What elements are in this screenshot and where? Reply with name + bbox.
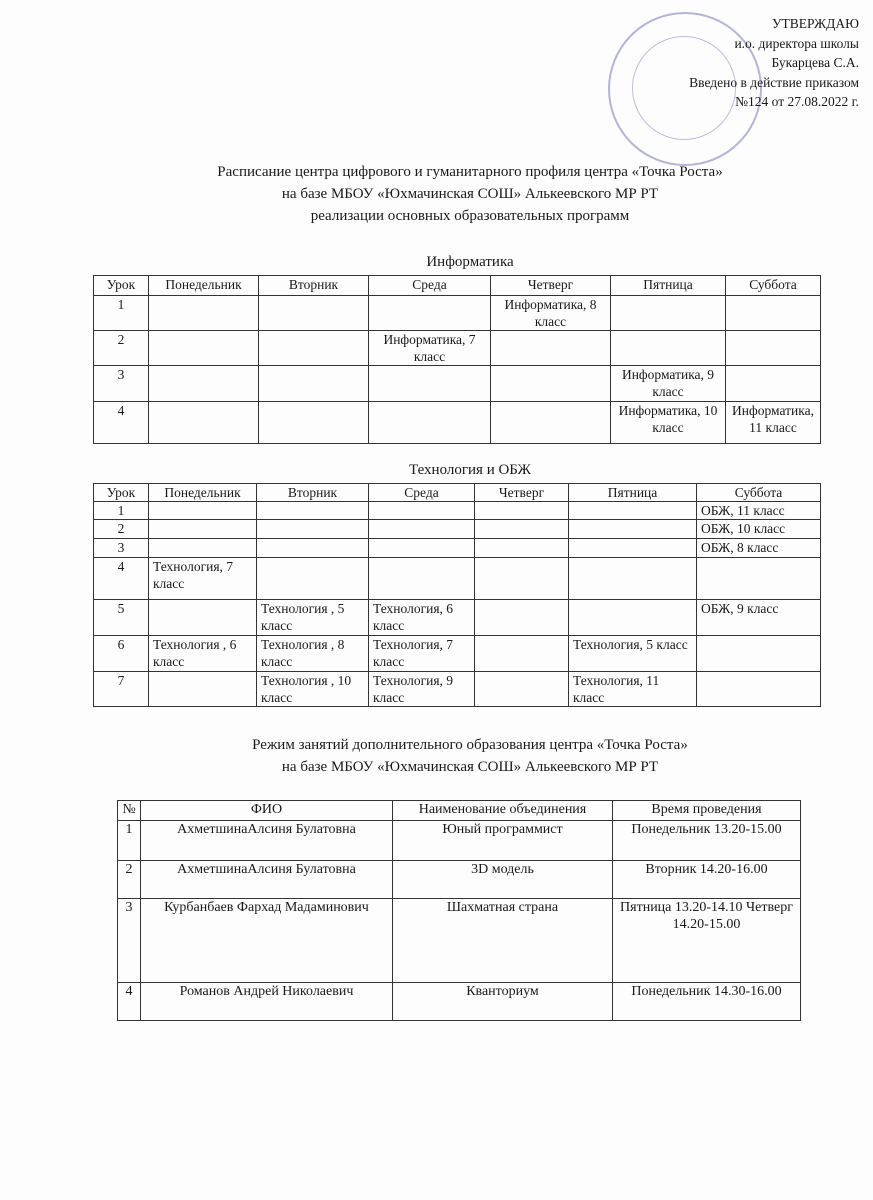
table-cell: [369, 296, 491, 331]
informatics-table: [93, 275, 821, 444]
table-row: [94, 366, 821, 402]
table-row: [94, 331, 821, 366]
table-row: [94, 520, 821, 539]
table-cell: Технология, 6 класс: [369, 600, 475, 636]
table-row: [118, 861, 801, 899]
table-cell: [491, 402, 611, 444]
row-number: 4: [94, 402, 149, 444]
column-header: Вторник: [259, 276, 369, 296]
table-cell: [491, 331, 611, 366]
table-cell: Технология , 5 класс: [257, 600, 369, 636]
approval-line: Букарцева С.А.: [771, 55, 859, 70]
row-number: 1: [118, 821, 141, 861]
table-cell: [726, 296, 821, 331]
column-header: Суббота: [726, 276, 821, 296]
table-cell: Пятница 13.20-14.10 Четверг 14.20-15.00: [613, 899, 801, 983]
table-row: [94, 296, 821, 331]
table-cell: ОБЖ, 8 класс: [697, 539, 821, 558]
table-cell: [259, 366, 369, 402]
table-cell: [569, 520, 697, 539]
table-cell: [149, 331, 259, 366]
approval-line: УТВЕРЖДАЮ: [771, 16, 859, 31]
table-cell: [569, 600, 697, 636]
table-row: [94, 600, 821, 636]
row-number: 3: [94, 539, 149, 558]
table-cell: Курбанбаев Фархад Мадаминович: [141, 899, 393, 983]
column-header: Урок: [94, 484, 149, 502]
row-number: 3: [118, 899, 141, 983]
column-header: Среда: [369, 484, 475, 502]
table-row: [94, 402, 821, 444]
table-cell: [259, 402, 369, 444]
table-cell: [149, 296, 259, 331]
column-header: Пятница: [611, 276, 726, 296]
header-row: [94, 276, 821, 296]
table-row: [94, 636, 821, 672]
table-cell: [149, 520, 257, 539]
table-cell: [259, 331, 369, 366]
document-title: [0, 161, 873, 227]
table-cell: [149, 402, 259, 444]
informatics-heading: Информатика: [426, 254, 514, 270]
row-number: 1: [94, 296, 149, 331]
table-cell: Технология, 5 класс: [569, 636, 697, 672]
column-header: Урок: [94, 276, 149, 296]
column-header: Четверг: [475, 484, 569, 502]
table-cell: Технология , 8 класс: [257, 636, 369, 672]
table-cell: ОБЖ, 10 класс: [697, 520, 821, 539]
table-cell: Информатика, 10 класс: [611, 402, 726, 444]
extra-education-table: [117, 800, 801, 1021]
row-number: 7: [94, 672, 149, 707]
table-cell: Понедельник 14.30-16.00: [613, 983, 801, 1021]
table-cell: 3D модель: [393, 861, 613, 899]
extra-title: [0, 734, 873, 778]
column-header: Понедельник: [149, 276, 259, 296]
table-cell: [475, 539, 569, 558]
row-number: 1: [94, 502, 149, 520]
column-header: Вторник: [257, 484, 369, 502]
table-cell: [611, 331, 726, 366]
title-line: на базе МБОУ «Юхмачинская СОШ» Алькеевского МР РТ: [281, 759, 659, 775]
table-row: [94, 502, 821, 520]
table-cell: [569, 558, 697, 600]
table-row: [118, 821, 801, 861]
column-header: №: [118, 801, 141, 821]
approval-line: Введено в действие приказом: [689, 74, 859, 90]
table-cell: Технология, 9 класс: [369, 672, 475, 707]
table-cell: Технология , 6 класс: [149, 636, 257, 672]
row-number: 6: [94, 636, 149, 672]
table-cell: [475, 558, 569, 600]
approval-line: и.о. директора школы: [734, 35, 859, 51]
table-cell: Технология , 10 класс: [257, 672, 369, 707]
table-cell: [475, 502, 569, 520]
approval-line: №124 от 27.08.2022 г.: [735, 94, 859, 109]
column-header: Наименование объединения: [393, 801, 613, 821]
table-cell: [369, 558, 475, 600]
column-header: Пятница: [569, 484, 697, 502]
table-cell: Шахматная страна: [393, 899, 613, 983]
table-cell: [475, 672, 569, 707]
table-cell: Информатика, 8 класс: [491, 296, 611, 331]
row-number: 4: [94, 558, 149, 600]
table-cell: Юный программист: [393, 821, 613, 861]
table-cell: [569, 539, 697, 558]
column-header: Суббота: [697, 484, 821, 502]
title-line: Режим занятий дополнительного образования центра «Точка Роста»: [252, 737, 688, 753]
table-cell: [697, 558, 821, 600]
column-header: Понедельник: [149, 484, 257, 502]
row-number: 5: [94, 600, 149, 636]
column-header: Время проведения: [613, 801, 801, 821]
row-number: 4: [118, 983, 141, 1021]
table-cell: [569, 502, 697, 520]
table-cell: Информатика, 11 класс: [726, 402, 821, 444]
table-cell: [369, 539, 475, 558]
table-cell: АхметшинаАлсиня Булатовна: [141, 861, 393, 899]
table-cell: Информатика, 7 класс: [369, 331, 491, 366]
header-row: [118, 801, 801, 821]
row-number: 2: [94, 520, 149, 539]
tech-table: [93, 483, 821, 707]
table-cell: Технология, 7 класс: [369, 636, 475, 672]
table-row: [118, 983, 801, 1021]
column-header: Четверг: [491, 276, 611, 296]
table-cell: [257, 502, 369, 520]
table-row: [94, 539, 821, 558]
table-cell: [149, 539, 257, 558]
table-cell: Технология, 11 класс: [569, 672, 697, 707]
table-row: [94, 672, 821, 707]
title-line: Расписание центра цифрового и гуманитарного профиля центра «Точка Роста»: [217, 164, 723, 180]
title-line: реализации основных образовательных программ: [310, 208, 630, 224]
row-number: 3: [94, 366, 149, 402]
table-cell: АхметшинаАлсиня Булатовна: [141, 821, 393, 861]
table-cell: [257, 520, 369, 539]
table-cell: [149, 502, 257, 520]
table-cell: [726, 366, 821, 402]
table-cell: [475, 600, 569, 636]
title-line: на базе МБОУ «Юхмачинская СОШ» Алькеевского МР РТ: [281, 186, 659, 202]
table-cell: Понедельник 13.20-15.00: [613, 821, 801, 861]
table-cell: [369, 520, 475, 539]
table-cell: [726, 331, 821, 366]
tech-heading: Технология и ОБЖ: [409, 462, 531, 478]
table-row: [118, 899, 801, 983]
table-cell: [149, 600, 257, 636]
table-cell: [369, 402, 491, 444]
table-cell: [149, 366, 259, 402]
table-cell: [149, 672, 257, 707]
table-cell: [491, 366, 611, 402]
table-cell: ОБЖ, 11 класс: [697, 502, 821, 520]
table-cell: [475, 520, 569, 539]
table-row: [94, 558, 821, 600]
row-number: 2: [94, 331, 149, 366]
table-cell: Технология, 7 класс: [149, 558, 257, 600]
row-number: 2: [118, 861, 141, 899]
table-cell: [697, 636, 821, 672]
table-cell: [697, 672, 821, 707]
table-cell: Вторник 14.20-16.00: [613, 861, 801, 899]
column-header: ФИО: [141, 801, 393, 821]
table-cell: [257, 539, 369, 558]
table-cell: ОБЖ, 9 класс: [697, 600, 821, 636]
approval-block: [689, 14, 859, 112]
column-header: Среда: [369, 276, 491, 296]
table-cell: Кванториум: [393, 983, 613, 1021]
table-cell: [259, 296, 369, 331]
table-cell: [257, 558, 369, 600]
table-cell: Информатика, 9 класс: [611, 366, 726, 402]
header-row: [94, 484, 821, 502]
table-cell: [475, 636, 569, 672]
table-cell: Романов Андрей Николаевич: [141, 983, 393, 1021]
table-cell: [611, 296, 726, 331]
table-cell: [369, 366, 491, 402]
table-cell: [369, 502, 475, 520]
